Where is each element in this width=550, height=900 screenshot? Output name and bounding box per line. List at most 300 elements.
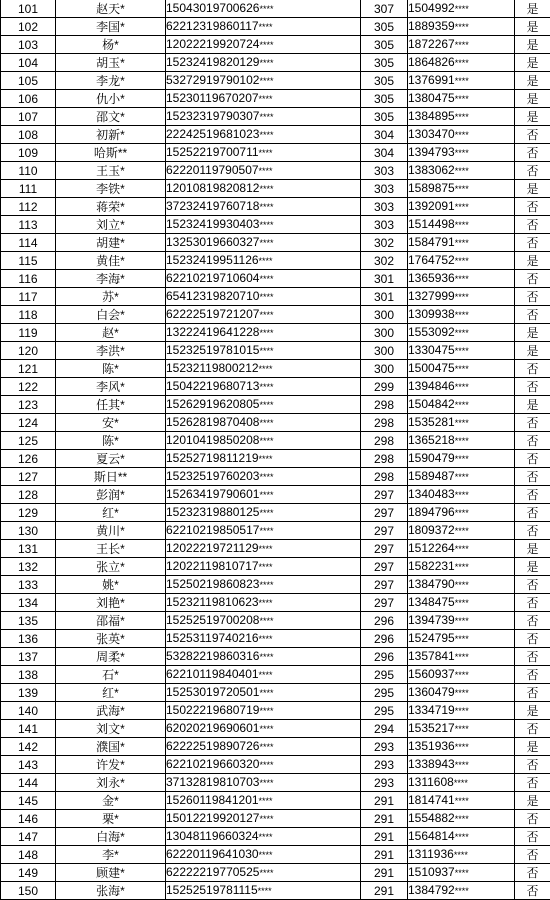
- id-mask: ****: [259, 328, 273, 338]
- score-cell: [361, 504, 408, 522]
- score-cell: [361, 540, 408, 558]
- flag: 否: [526, 524, 538, 538]
- ticket-number-cell: [408, 36, 515, 54]
- score-cell: [361, 252, 408, 270]
- ticket-mask: ****: [455, 76, 469, 86]
- row-number: 145: [18, 794, 38, 808]
- score: 293: [374, 740, 394, 754]
- row-number: 148: [18, 848, 38, 862]
- id-mask: ****: [259, 58, 273, 68]
- id-mask: ****: [259, 562, 273, 572]
- ticket-number: 1560937: [408, 667, 455, 681]
- row-number: 102: [18, 20, 38, 34]
- row-number-cell: [1, 324, 56, 342]
- ticket-number: 1864826: [408, 55, 455, 69]
- row-number-cell: [1, 432, 56, 450]
- id-mask: ****: [259, 814, 273, 824]
- id-mask: ****: [259, 832, 273, 842]
- id-number-cell: [166, 324, 361, 342]
- ticket-number-cell: [408, 522, 515, 540]
- score: 300: [374, 308, 394, 322]
- score-cell: [361, 396, 408, 414]
- row-number-cell: [1, 90, 56, 108]
- id-mask: ****: [259, 112, 273, 122]
- id-mask: ****: [259, 868, 273, 878]
- ticket-number: 1584791: [408, 235, 455, 249]
- score: 293: [374, 758, 394, 772]
- id-mask: ****: [259, 796, 273, 806]
- row-number: 122: [18, 380, 38, 394]
- row-number: 108: [18, 128, 38, 142]
- name-cell: [56, 648, 166, 666]
- row-number: 103: [18, 38, 38, 52]
- ticket-number-cell: [408, 540, 515, 558]
- flag: 否: [526, 830, 538, 844]
- ticket-mask: ****: [455, 436, 469, 446]
- table-row: [1, 414, 550, 432]
- ticket-number-cell: [408, 432, 515, 450]
- ticket-number-cell: [408, 378, 515, 396]
- row-number: 137: [18, 650, 38, 664]
- ticket-number-cell: [408, 738, 515, 756]
- flag: 是: [526, 254, 538, 268]
- score-cell: [361, 342, 408, 360]
- name-cell: [56, 756, 166, 774]
- flag: 否: [526, 290, 538, 304]
- flag: 是: [526, 560, 538, 574]
- id-mask: ****: [259, 400, 273, 410]
- ticket-number-cell: [408, 720, 515, 738]
- person-name: 周柔*: [96, 650, 125, 664]
- person-name: 斯日**: [94, 470, 127, 484]
- id-mask: ****: [259, 166, 273, 176]
- table-row: [1, 252, 550, 270]
- ticket-number: 1309938: [408, 307, 455, 321]
- score: 301: [374, 272, 394, 286]
- row-number: 125: [18, 434, 38, 448]
- flag-cell: [515, 144, 550, 162]
- ticket-mask: ****: [455, 526, 469, 536]
- person-name: 红*: [102, 686, 119, 700]
- score-cell: [361, 216, 408, 234]
- ticket-number: 1384790: [408, 577, 455, 591]
- ticket-mask: ****: [455, 148, 469, 158]
- ticket-number-cell: [408, 702, 515, 720]
- ticket-number: 1589487: [408, 469, 455, 483]
- score-cell: [361, 756, 408, 774]
- flag-cell: [515, 522, 550, 540]
- ticket-number-cell: [408, 72, 515, 90]
- ticket-number: 1510937: [408, 865, 455, 879]
- id-mask: ****: [258, 886, 272, 896]
- row-number-cell: [1, 504, 56, 522]
- table-row: [1, 828, 550, 846]
- row-number-cell: [1, 198, 56, 216]
- score-cell: [361, 324, 408, 342]
- person-name: 刘永*: [96, 776, 125, 790]
- row-number: 117: [18, 290, 37, 304]
- score: 305: [374, 92, 394, 106]
- id-number: 15232119810623: [166, 595, 259, 609]
- score: 305: [374, 20, 394, 34]
- person-name: 王玉*: [96, 164, 125, 178]
- id-number-cell: [166, 828, 361, 846]
- id-mask: ****: [259, 688, 273, 698]
- row-number-cell: [1, 468, 56, 486]
- person-name: 白会*: [96, 308, 125, 322]
- row-number: 120: [18, 344, 38, 358]
- person-name: 李龙*: [96, 74, 125, 88]
- score-cell: [361, 576, 408, 594]
- id-number: 62212319860117: [166, 19, 259, 33]
- score: 297: [374, 524, 394, 538]
- flag: 是: [526, 74, 538, 88]
- id-number-cell: [166, 90, 361, 108]
- table-row: [1, 882, 550, 900]
- ticket-mask: ****: [455, 454, 469, 464]
- name-cell: [56, 72, 166, 90]
- ticket-number: 1872267: [408, 37, 455, 51]
- ticket-number-cell: [408, 648, 515, 666]
- row-number-cell: [1, 792, 56, 810]
- table-row: [1, 36, 550, 54]
- id-mask: ****: [259, 454, 273, 464]
- row-number: 142: [18, 740, 38, 754]
- person-name: 许发*: [96, 758, 125, 772]
- id-number-cell: [166, 252, 361, 270]
- name-cell: [56, 630, 166, 648]
- person-name: 张海*: [96, 884, 125, 898]
- score-cell: [361, 450, 408, 468]
- table-row: [1, 18, 550, 36]
- score: 291: [374, 884, 394, 898]
- name-cell: [56, 864, 166, 882]
- flag-cell: [515, 864, 550, 882]
- row-number: 146: [18, 812, 38, 826]
- row-number-cell: [1, 846, 56, 864]
- row-number-cell: [1, 0, 56, 18]
- id-number-cell: [166, 162, 361, 180]
- flag-cell: [515, 18, 550, 36]
- id-number-cell: [166, 792, 361, 810]
- flag: 否: [526, 308, 538, 322]
- person-name: 夏云*: [96, 452, 125, 466]
- flag-cell: [515, 504, 550, 522]
- score-cell: [361, 810, 408, 828]
- id-number: 62220119641030: [166, 847, 259, 861]
- flag: 是: [526, 794, 538, 808]
- id-number: 15263419790601: [166, 487, 259, 501]
- id-number: 62210219850517: [166, 523, 259, 537]
- ticket-mask: ****: [455, 382, 469, 392]
- id-number: 12010419850208: [166, 433, 259, 447]
- flag-cell: [515, 234, 550, 252]
- ticket-number: 1392091: [408, 199, 455, 213]
- table-row: [1, 774, 550, 792]
- id-number: 37232419760718: [166, 199, 259, 213]
- ticket-number-cell: [408, 216, 515, 234]
- row-number: 119: [18, 326, 37, 340]
- flag-cell: [515, 270, 550, 288]
- score-cell: [361, 648, 408, 666]
- row-number-cell: [1, 774, 56, 792]
- person-name: 杨*: [102, 38, 119, 52]
- id-number: 15250219860823: [166, 577, 259, 591]
- flag: 否: [526, 200, 538, 214]
- score: 298: [374, 452, 394, 466]
- table-row: [1, 432, 550, 450]
- flag-cell: [515, 432, 550, 450]
- person-name: 黄川*: [96, 524, 125, 538]
- name-cell: [56, 846, 166, 864]
- table-row: [1, 576, 550, 594]
- person-name: 李*: [102, 848, 119, 862]
- flag-cell: [515, 54, 550, 72]
- row-number-cell: [1, 738, 56, 756]
- score: 305: [374, 56, 394, 70]
- id-number: 15012219920127: [166, 811, 259, 825]
- id-mask: ****: [259, 238, 273, 248]
- id-number-cell: [166, 486, 361, 504]
- score-cell: [361, 666, 408, 684]
- row-number: 140: [18, 704, 38, 718]
- ticket-number: 1889359: [408, 19, 455, 33]
- score-cell: [361, 702, 408, 720]
- row-number-cell: [1, 414, 56, 432]
- ticket-mask: ****: [455, 202, 469, 212]
- row-number: 135: [18, 614, 38, 628]
- id-mask: ****: [259, 256, 273, 266]
- flag: 否: [526, 146, 538, 160]
- person-name: 邵福*: [96, 614, 125, 628]
- id-number-cell: [166, 774, 361, 792]
- person-name: 赵天*: [96, 2, 125, 16]
- name-cell: [56, 486, 166, 504]
- id-number: 15232419951126: [166, 253, 259, 267]
- name-cell: [56, 54, 166, 72]
- flag-cell: [515, 288, 550, 306]
- id-number: 15232419930403: [166, 217, 259, 231]
- id-number: 15252519781115: [166, 883, 258, 897]
- ticket-number: 1535281: [408, 415, 455, 429]
- person-name: 任其*: [96, 398, 125, 412]
- name-cell: [56, 540, 166, 558]
- person-name: 彭润*: [96, 488, 125, 502]
- score-cell: [361, 144, 408, 162]
- id-number-cell: [166, 306, 361, 324]
- id-number-cell: [166, 630, 361, 648]
- ticket-number: 1504842: [408, 397, 455, 411]
- ticket-mask: ****: [455, 598, 469, 608]
- id-number-cell: [166, 288, 361, 306]
- name-cell: [56, 882, 166, 900]
- table-row: [1, 162, 550, 180]
- score: 297: [374, 542, 394, 556]
- ticket-mask: ****: [455, 670, 469, 680]
- score: 297: [374, 488, 394, 502]
- table-row: [1, 864, 550, 882]
- score: 297: [374, 596, 394, 610]
- id-number: 15262919620805: [166, 397, 259, 411]
- row-number-cell: [1, 234, 56, 252]
- ticket-number-cell: [408, 576, 515, 594]
- flag: 是: [526, 398, 538, 412]
- person-name: 栗*: [102, 812, 119, 826]
- table-row: [1, 234, 550, 252]
- person-name: 李海*: [96, 272, 125, 286]
- id-mask: ****: [259, 310, 273, 320]
- score: 300: [374, 344, 394, 358]
- ticket-number: 1394793: [408, 145, 455, 159]
- ticket-number: 1384895: [408, 109, 455, 123]
- person-name: 仇小*: [96, 92, 125, 106]
- table-row: [1, 54, 550, 72]
- name-cell: [56, 270, 166, 288]
- id-mask: ****: [259, 598, 273, 608]
- score: 297: [374, 560, 394, 574]
- score: 305: [374, 38, 394, 52]
- ticket-number-cell: [408, 198, 515, 216]
- name-cell: [56, 144, 166, 162]
- id-number-cell: [166, 648, 361, 666]
- row-number: 127: [18, 470, 38, 484]
- id-number-cell: [166, 54, 361, 72]
- ticket-mask: ****: [455, 220, 469, 230]
- flag: 是: [526, 2, 538, 16]
- table-row: [1, 792, 550, 810]
- flag-cell: [515, 468, 550, 486]
- row-number: 134: [18, 596, 38, 610]
- table-row: [1, 144, 550, 162]
- row-number-cell: [1, 342, 56, 360]
- score-cell: [361, 18, 408, 36]
- flag: 否: [526, 380, 538, 394]
- person-name: 武海*: [96, 704, 125, 718]
- id-mask: ****: [259, 652, 273, 662]
- score: 298: [374, 434, 394, 448]
- flag-cell: [515, 702, 550, 720]
- row-number-cell: [1, 36, 56, 54]
- row-number: 106: [18, 92, 38, 106]
- ticket-mask: ****: [455, 400, 469, 410]
- id-number-cell: [166, 216, 361, 234]
- ticket-number-cell: [408, 774, 515, 792]
- flag-cell: [515, 180, 550, 198]
- id-number-cell: [166, 396, 361, 414]
- ticket-mask: ****: [455, 364, 469, 374]
- name-cell: [56, 288, 166, 306]
- flag: 是: [526, 344, 538, 358]
- name-cell: [56, 324, 166, 342]
- ticket-number-cell: [408, 684, 515, 702]
- table-row: [1, 702, 550, 720]
- row-number: 109: [18, 146, 38, 160]
- id-mask: ****: [259, 148, 273, 158]
- ticket-mask: ****: [455, 832, 469, 842]
- id-number: 15232519781015: [166, 343, 259, 357]
- row-number: 104: [18, 56, 38, 70]
- flag-cell: [515, 882, 550, 900]
- table-row: [1, 180, 550, 198]
- flag: 否: [526, 578, 538, 592]
- flag: 否: [526, 812, 538, 826]
- ticket-mask: ****: [455, 580, 469, 590]
- flag: 否: [526, 272, 538, 286]
- ticket-number: 1348475: [408, 595, 455, 609]
- ticket-number: 1357841: [408, 649, 455, 663]
- flag: 否: [526, 758, 538, 772]
- id-number-cell: [166, 450, 361, 468]
- id-number-cell: [166, 666, 361, 684]
- flag-cell: [515, 720, 550, 738]
- id-mask: ****: [259, 364, 273, 374]
- score-cell: [361, 738, 408, 756]
- ticket-number: 1340483: [408, 487, 455, 501]
- table-row: [1, 396, 550, 414]
- name-cell: [56, 234, 166, 252]
- id-number-cell: [166, 810, 361, 828]
- table-row: [1, 738, 550, 756]
- score-cell: [361, 774, 408, 792]
- ticket-number: 1365218: [408, 433, 455, 447]
- row-number-cell: [1, 108, 56, 126]
- flag: 是: [526, 110, 538, 124]
- id-number-cell: [166, 594, 361, 612]
- ticket-number-cell: [408, 0, 515, 18]
- row-number-cell: [1, 684, 56, 702]
- score: 291: [374, 812, 394, 826]
- name-cell: [56, 792, 166, 810]
- ticket-number-cell: [408, 252, 515, 270]
- score: 307: [374, 2, 394, 16]
- id-number-cell: [166, 414, 361, 432]
- id-number: 62222519890726: [166, 739, 259, 753]
- table-row: [1, 450, 550, 468]
- ticket-number: 1394846: [408, 379, 455, 393]
- score: 297: [374, 578, 394, 592]
- ticket-number: 1553092: [408, 325, 455, 339]
- table-row: [1, 666, 550, 684]
- id-number: 15253019720501: [166, 685, 259, 699]
- table-row: [1, 720, 550, 738]
- row-number: 147: [18, 830, 38, 844]
- name-cell: [56, 702, 166, 720]
- row-number: 114: [18, 236, 37, 250]
- table-row: [1, 540, 550, 558]
- id-number: 62210119840401: [166, 667, 259, 681]
- row-number: 118: [18, 308, 37, 322]
- table-row: [1, 756, 550, 774]
- person-name: 濮国*: [96, 740, 125, 754]
- row-number: 107: [18, 110, 38, 124]
- flag-cell: [515, 126, 550, 144]
- ticket-mask: ****: [455, 634, 469, 644]
- ticket-number: 1590479: [408, 451, 455, 465]
- ticket-number: 1524795: [408, 631, 455, 645]
- person-name: 石*: [102, 668, 119, 682]
- id-number: 15022219680719: [166, 703, 259, 717]
- ticket-mask: ****: [455, 760, 469, 770]
- score: 295: [374, 668, 394, 682]
- row-number: 131: [18, 542, 38, 556]
- score-cell: [361, 180, 408, 198]
- ticket-mask: ****: [455, 256, 469, 266]
- id-number: 15252219700711: [166, 145, 259, 159]
- score-cell: [361, 0, 408, 18]
- row-number-cell: [1, 450, 56, 468]
- ticket-mask: ****: [455, 184, 469, 194]
- name-cell: [56, 18, 166, 36]
